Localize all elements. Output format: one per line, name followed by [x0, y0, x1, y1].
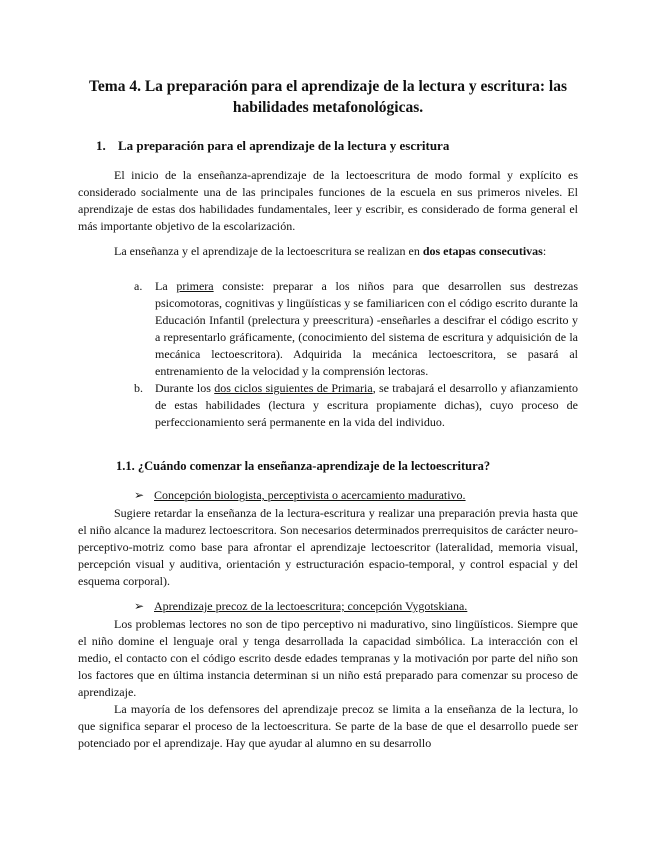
paragraph-2-text-start: La enseñanza y el aprendizaje de la lectoescritura se realizan en — [114, 244, 423, 258]
section-1-number: 1. — [96, 138, 106, 153]
section-1-1-heading: 1.1. ¿Cuándo comenzar la enseñanza-aprendizaje de la lectoescritura? — [116, 459, 491, 473]
title-line-2: habilidades metafonológicas. — [232, 99, 424, 116]
paragraph-1-text: El inicio de la enseñanza-aprendizaje de la lectoescritura de modo formal y explícito es considerado socialmente una de las principales funciones de la escuela en sus primeros niveles. El aprendizaje de estas dos habilidades fundamentales, leer y escribir, es considerado de forma general el más importante objetivo de la escolarización. — [78, 168, 578, 233]
list-item-underlined: primera — [176, 279, 214, 293]
paragraph-5 — [78, 701, 578, 752]
list-item — [134, 380, 578, 431]
list-marker: b. — [134, 381, 143, 395]
paragraph-2 — [78, 243, 578, 260]
stages-list — [134, 278, 578, 431]
list-item-text: consiste: preparar a los niños para que desarrollen sus destrezas psicomotoras, cognitivas y lingüísticas y se familiaricen con el código escrito durante la Educación Infantil (prelectura y preescritura) -enseñarles a descifrar el código escrito y a representarlo gráficamente, (conocimiento del sistema de escritura y adquisición de la mecánica lectoescritora). Adquirida la mecánica lectoescritora, se pasará al entrenamiento de la velocidad y la comprensión lectoras. — [155, 279, 578, 378]
subheading-vygotskiana-label: Aprendizaje precoz de la lectoescritura; concepción Vygotskiana. — [154, 599, 468, 613]
paragraph-1 — [78, 167, 578, 235]
paragraph-5-text: La mayoría de los defensores del aprendizaje precoz se limita a la enseñanza de la lectura, lo que significa separar el proceso de la lectoescritura. Se parte de la base de que el desarrollo puede ser potenciado por el aprendizaje. Hay que ayudar al alumno en su desarrollo — [78, 702, 578, 750]
paragraph-2-bold: dos etapas consecutivas — [422, 244, 543, 258]
arrow-bullet-icon: ➢ — [134, 599, 145, 613]
list-item-underlined: dos ciclos siguientes de Primaria — [214, 381, 373, 395]
title-line-1: Tema 4. La preparación para el aprendizaje de la lectura y escritura: las — [88, 78, 567, 95]
list-item-text: , se trabajará el desarrollo y afianzamiento de estas habilidades (lectura y escritura propiamente dichas), cuyo proceso de perfeccionamiento será permanente en la vida del individuo. — [155, 381, 578, 429]
paragraph-3-text: Sugiere retardar la enseñanza de la lectura-escritura y realizar una preparación previa hasta que el niño alcance la madurez lectoescritora. Son necesarios determinados prerrequisitos de carácter neuro-perceptivo-motriz como base para afrontar el aprendizaje lectoescritor (lateralidad, memoria visual, percepción visual y auditiva, orientación y estructuración espacio-temporal, y control espacial y del esquema corporal). — [78, 506, 578, 588]
list-item-text: La — [155, 279, 177, 293]
paragraph-2-text-end: : — [542, 244, 547, 258]
document-title — [78, 76, 578, 118]
list-item-text: Durante los — [155, 381, 215, 395]
paragraph-4 — [78, 616, 578, 701]
section-1-title: La preparación para el aprendizaje de la lectura y escritura — [118, 138, 450, 153]
section-1-heading — [96, 137, 449, 154]
list-marker: a. — [134, 279, 143, 293]
paragraph-3 — [78, 505, 578, 590]
paragraph-4-text: Los problemas lectores no son de tipo perceptivo ni madurativo, sino lingüísticos. Siempre que el niño domine el lenguaje oral y tenga desarrollada la capacidad simbólica. La interacción con el medio, el contacto con el código escrito desde edades tempranas y la motivación por parte del niño son los factores que en última instancia determinan si un niño está preparado para comenzar su proceso de aprendizaje. — [78, 617, 578, 699]
arrow-bullet-icon: ➢ — [134, 488, 145, 502]
subheading-vygotskiana — [134, 598, 467, 615]
list-item — [134, 278, 578, 380]
subheading-biologista-label: Concepción biologista, perceptivista o acercamiento madurativo. — [154, 488, 466, 502]
subheading-biologista — [134, 487, 466, 504]
